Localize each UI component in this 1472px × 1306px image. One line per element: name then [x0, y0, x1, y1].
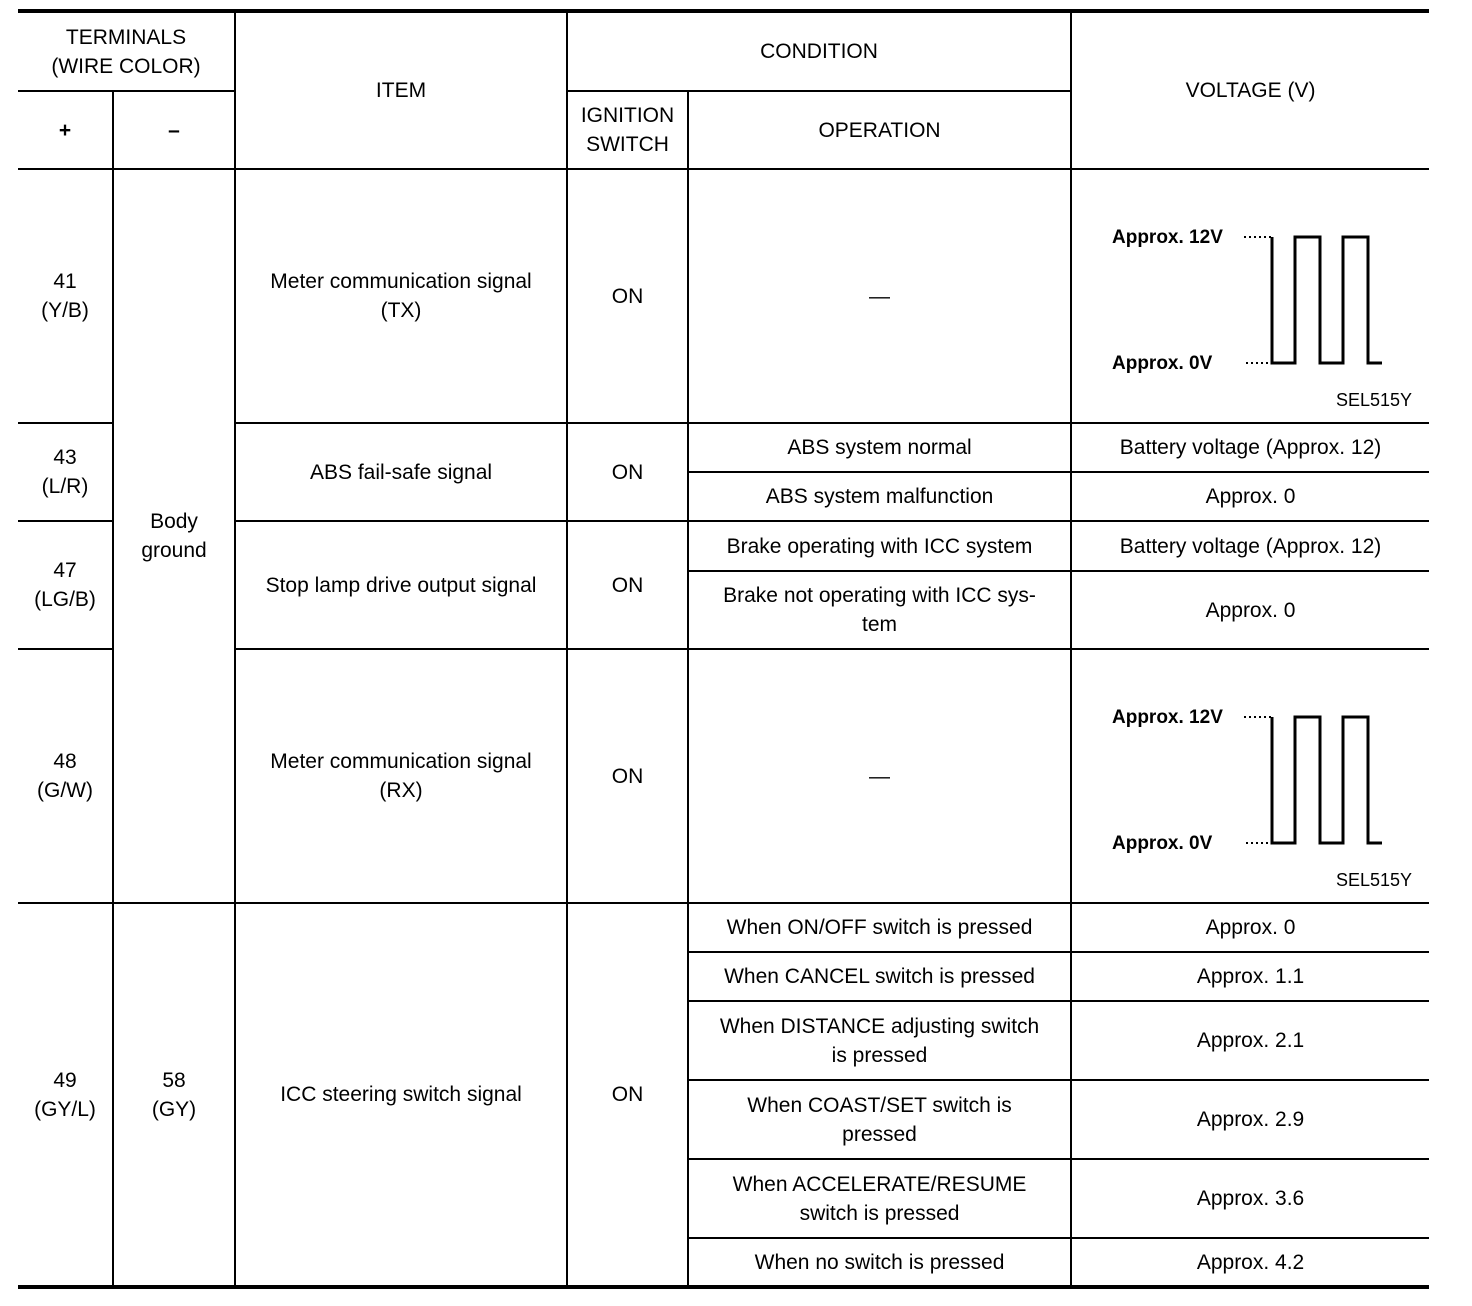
operation-49-coast-set: When COAST/SET switch is pressed [688, 1080, 1071, 1159]
operation-43-malfunction: ABS system malfunction [688, 472, 1071, 521]
header-plus: + [18, 91, 113, 169]
ignition-41: ON [567, 169, 688, 423]
item-41: Meter communication signal (TX) [235, 169, 567, 423]
header-operation: OPERATION [688, 91, 1071, 169]
operation-49-no-switch: When no switch is pressed [688, 1238, 1071, 1287]
operation-49-on-off: When ON/OFF switch is pressed [688, 903, 1071, 952]
terminal-43: 43 (L/R) [18, 423, 113, 521]
item-47: Stop lamp drive output signal [235, 521, 567, 649]
voltage-47-not-operating: Approx. 0 [1071, 571, 1429, 649]
wave-low-label: Approx. 0V [1112, 353, 1213, 374]
header-minus: – [113, 91, 235, 169]
header-terminals: TERMINALS (WIRE COLOR) [18, 11, 235, 91]
operation-49-distance: When DISTANCE adjusting switch is pressed [688, 1001, 1071, 1080]
ignition-47: ON [567, 521, 688, 649]
terminal-voltage-table [18, 9, 1429, 1289]
item-43: ABS fail-safe signal [235, 423, 567, 521]
terminal-47: 47 (LG/B) [18, 521, 113, 649]
voltage-waveform-41 [1071, 169, 1429, 423]
header-ignition-switch: IGNITION SWITCH [567, 91, 688, 169]
operation-47-operating: Brake operating with ICC system [688, 521, 1071, 571]
voltage-49-distance: Approx. 2.1 [1071, 1001, 1429, 1080]
wave-code-label: SEL515Y [1335, 390, 1413, 410]
voltage-49-accelerate-resume: Approx. 3.6 [1071, 1159, 1429, 1238]
voltage-49-cancel: Approx. 1.1 [1071, 952, 1429, 1001]
voltage-49-no-switch: Approx. 4.2 [1071, 1238, 1429, 1287]
pulse-waveform-41 [1072, 170, 1428, 422]
header-item: ITEM [235, 11, 567, 169]
item-49: ICC steering switch signal [235, 903, 567, 1287]
operation-49-cancel: When CANCEL switch is pressed [688, 952, 1071, 1001]
ignition-43: ON [567, 423, 688, 521]
voltage-47-operating: Battery voltage (Approx. 12) [1071, 521, 1429, 571]
voltage-43-normal: Battery voltage (Approx. 12) [1071, 423, 1429, 472]
terminal-41: 41 (Y/B) [18, 169, 113, 423]
voltage-49-coast-set: Approx. 2.9 [1071, 1080, 1429, 1159]
operation-43-normal: ABS system normal [688, 423, 1071, 472]
wave-code-label: SEL515Y [1335, 870, 1413, 890]
pulse-waveform-48 [1072, 650, 1428, 902]
voltage-waveform-48 [1071, 649, 1429, 903]
wave-high-label: Approx. 12V [1112, 227, 1223, 248]
operation-41: — [688, 169, 1071, 423]
voltage-43-malfunction: Approx. 0 [1071, 472, 1429, 521]
header-voltage: VOLTAGE (V) [1071, 11, 1429, 169]
terminal-49: 49 (GY/L) [18, 903, 113, 1287]
ignition-49: ON [567, 903, 688, 1287]
wave-low-label: Approx. 0V [1112, 833, 1213, 854]
terminal-58-minus: 58 (GY) [113, 903, 235, 1287]
wave-high-label: Approx. 12V [1112, 707, 1223, 728]
item-48: Meter communication signal (RX) [235, 649, 567, 903]
operation-47-not-operating: Brake not operating with ICC sys- tem [688, 571, 1071, 649]
header-condition: CONDITION [567, 11, 1071, 91]
ignition-48: ON [567, 649, 688, 903]
body-ground: Body ground [113, 169, 235, 903]
operation-48: — [688, 649, 1071, 903]
voltage-49-on-off: Approx. 0 [1071, 903, 1429, 952]
terminal-48: 48 (G/W) [18, 649, 113, 903]
operation-49-accelerate-resume: When ACCELERATE/RESUME switch is pressed [688, 1159, 1071, 1238]
